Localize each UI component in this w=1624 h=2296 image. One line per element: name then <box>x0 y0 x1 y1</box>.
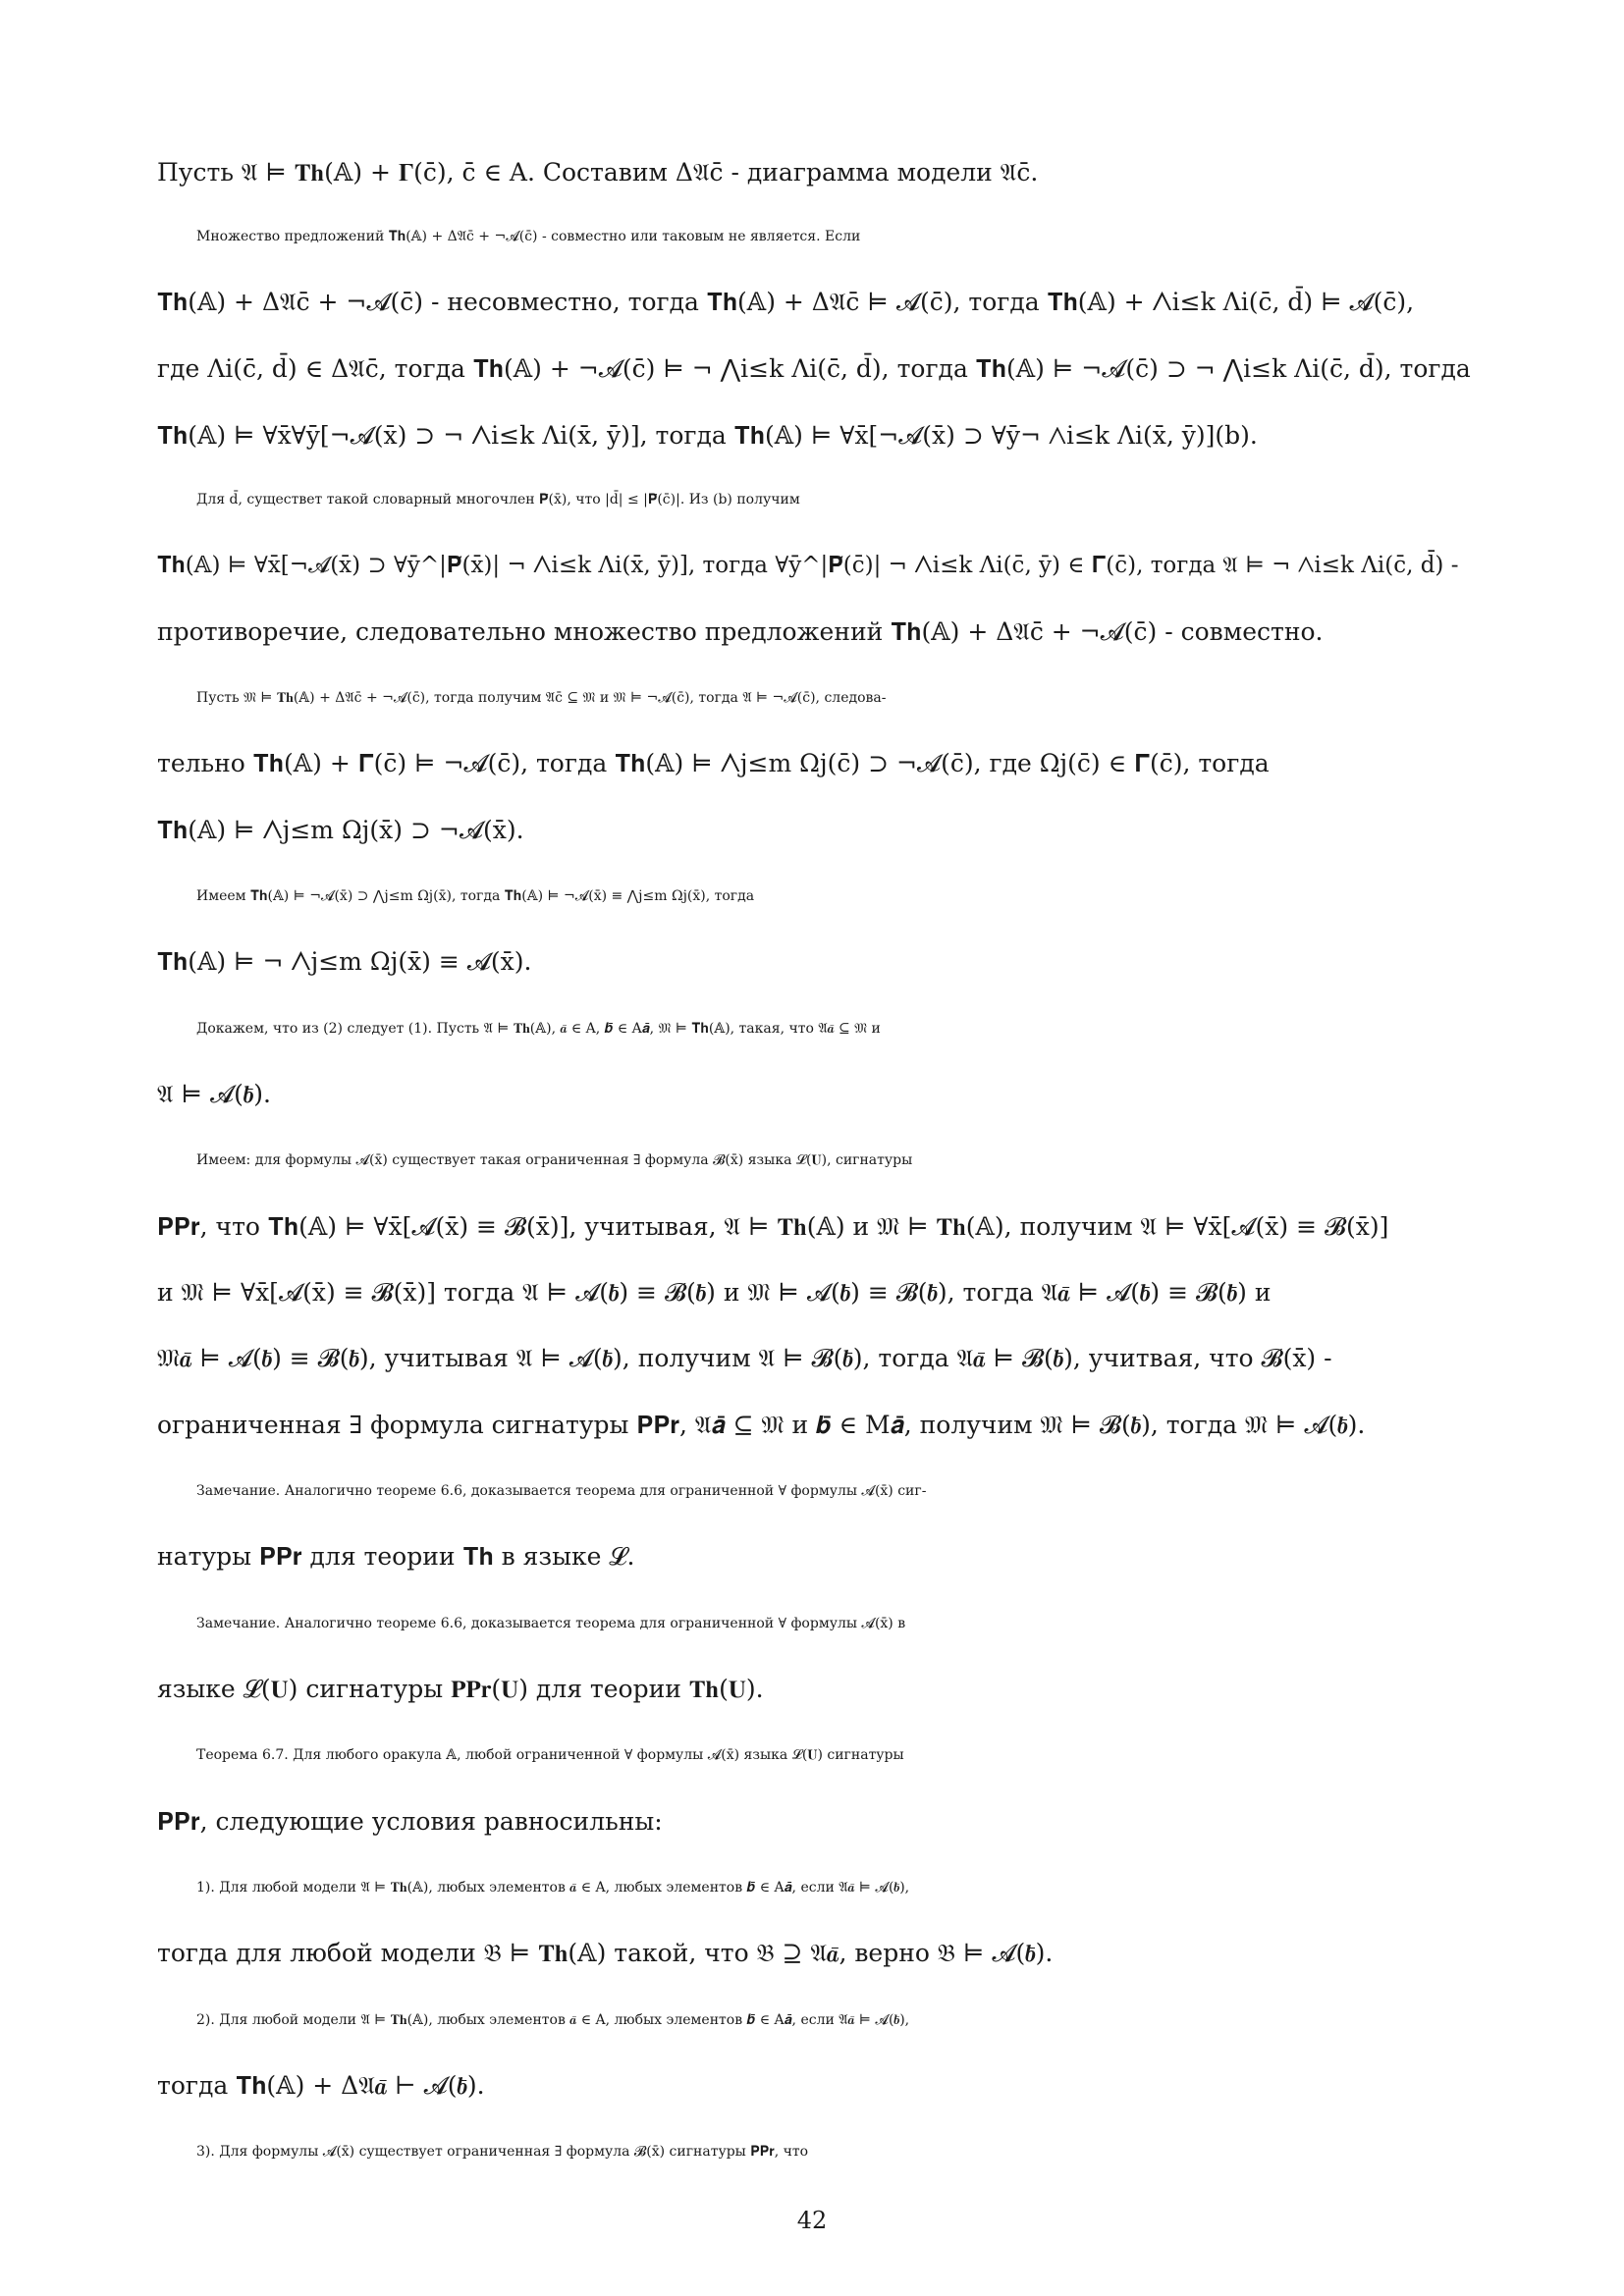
text-line-26: 𝐏𝐏𝐫, следующие условия равносильны: <box>157 1807 663 1836</box>
text-line-21: Замечание. Аналогично теореме 6.6, доказывается теорема для ограниченной ∀ формулы 𝓐(x̄) сиг- <box>196 1483 927 1499</box>
text-line-1: Пусть 𝔄 ⊨ 𝐓𝐡(𝔸) + 𝚪(c̄), c̄ ∈ A. Составим Δ𝔄c̄ - диаграмма модели 𝔄c̄. <box>157 158 1039 187</box>
text-line-4: где Λi(c̄, d̄) ∈ Δ𝔄c̄, тогда 𝐓𝐡(𝔸) + ¬𝓐(c̄) ⊨ ¬ ⋀i≤k Λi(c̄, d̄), тогда 𝐓𝐡(𝔸) ⊨ ¬𝓐(c̄) ⊃ ¬ ⋀i≤k Λi(c̄, d̄), тогда <box>157 354 1471 383</box>
text-line-10: тельно 𝐓𝐡(𝔸) + 𝚪(c̄) ⊨ ¬𝓐(c̄), тогда 𝐓𝐡(𝔸) ⊨ ⋀j≤m Ωj(c̄) ⊃ ¬𝓐(c̄), где Ωj(c̄) ∈ 𝚪(c̄), тогда <box>157 749 1270 777</box>
text-line-29: 2). Для любой модели 𝔄 ⊨ 𝐓𝐡(𝔸), любых элементов 𝒂̄ ∈ A, любых элементов 𝒃̄ ∈ A𝒂̄, если 𝔄𝒂̄ ⊨ 𝓐(𝒃̄), <box>196 2012 910 2028</box>
text-line-7: 𝐓𝐡(𝔸) ⊨ ∀x̄[¬𝓐(x̄) ⊃ ∀ȳ^|𝐏̃(x̄)| ¬ ⋀i≤k Λi(x̄, ȳ)], тогда ∀ȳ^|𝐏̃(c̄)| ¬ ⋀i≤k Λi(c̄, ȳ) ∈ 𝚪(c̄), тогда 𝔄 ⊨ ¬ ⋀i≤k Λi(c̄, d̄) - <box>157 553 1459 578</box>
text-line-6: Для d̄, существет такой словарный многочлен 𝐏̃(x̄), что |d̄| ≤ |𝐏̃(c̄)|. Из (b) получим <box>196 492 800 507</box>
text-line-18: и 𝔐 ⊨ ∀x̄[𝓐(x̄) ≡ 𝓑(x̄)] тогда 𝔄 ⊨ 𝓐(𝒃̄) ≡ 𝓑(𝒃̄) и 𝔐 ⊨ 𝓐(𝒃̄) ≡ 𝓑(𝒃̄), тогда 𝔄𝒂̄ ⊨ 𝓐(𝒃̄) ≡ 𝓑(𝒃̄) и <box>157 1278 1272 1307</box>
text-line-13: 𝐓𝐡(𝔸) ⊨ ¬ ⋀j≤m Ωj(x̄) ≡ 𝓐(x̄). <box>157 947 532 976</box>
text-line-20: ограниченная ∃ формула сигнатуры 𝐏𝐏𝐫, 𝔄𝒂̄ ⊆ 𝔐 и 𝒃̄ ∈ M𝒂̄, получим 𝔐 ⊨ 𝓑(𝒃̄), тогда 𝔐 ⊨ 𝓐(𝒃̄). <box>157 1411 1366 1439</box>
text-line-2: Множество предложений 𝐓𝐡(𝔸) + Δ𝔄c̄ + ¬𝓐(c̄) - совместно или таковым не является. Если <box>196 229 861 244</box>
text-line-16: Имеем: для формулы 𝓐(x̄) существует такая ограниченная ∃ формула 𝓑(x̄) языка 𝓛(𝐔), сигнатуры <box>196 1152 913 1168</box>
text-line-24: языке 𝓛(𝐔) сигнатуры 𝐏𝐏𝐫(𝐔) для теории 𝐓𝐡(𝐔). <box>157 1675 764 1703</box>
text-line-11: 𝐓𝐡(𝔸) ⊨ ⋀j≤m Ωj(x̄) ⊃ ¬𝓐(x̄). <box>157 816 524 844</box>
text-line-8: противоречие, следовательно множество предложений 𝐓𝐡(𝔸) + Δ𝔄c̄ + ¬𝓐(c̄) - совместно. <box>157 617 1324 646</box>
text-line-28: тогда для любой модели 𝔅 ⊨ 𝐓𝐡(𝔸) такой, что 𝔅 ⊇ 𝔄𝒂̄, верно 𝔅 ⊨ 𝓐(𝒃̄). <box>157 1939 1054 1967</box>
text-line-14: Докажем, что из (2) следует (1). Пусть 𝔄 ⊨ 𝐓𝐡(𝔸), 𝒂̄ ∈ A, 𝒃̄ ∈ A𝒂̄, 𝔐 ⊨ 𝐓𝐡(𝔸), такая, что 𝔄𝒂̄ ⊆ 𝔐 и <box>196 1021 881 1037</box>
text-line-27: 1). Для любой модели 𝔄 ⊨ 𝐓𝐡(𝔸), любых элементов 𝒂̄ ∈ A, любых элементов 𝒃̄ ∈ A𝒂̄, если 𝔄𝒂̄ ⊨ 𝓐(𝒃̄), <box>196 1880 910 1896</box>
text-line-15: 𝔄 ⊨ 𝓐(𝒃̄). <box>157 1080 271 1108</box>
text-line-19: 𝔐𝒂̄ ⊨ 𝓐(𝒃̄) ≡ 𝓑(𝒃̄), учитывая 𝔄 ⊨ 𝓐(𝒃̄), получим 𝔄 ⊨ 𝓑(𝒃̄), тогда 𝔄𝒂̄ ⊨ 𝓑(𝒃̄), учитвая, что 𝓑(x̄) - <box>157 1344 1332 1372</box>
text-line-22: натуры 𝐏𝐏𝐫 для теории 𝐓𝐡 в языке 𝓛. <box>157 1542 635 1571</box>
text-line-25: Теорема 6.7. Для любого оракула 𝔸, любой ограниченной ∀ формулы 𝓐(x̄) языка 𝓛(𝐔) сигнатуры <box>196 1747 904 1763</box>
text-line-9: Пусть 𝔐 ⊨ 𝐓𝐡(𝔸) + Δ𝔄c̄ + ¬𝓐(c̄), тогда получим 𝔄c̄ ⊆ 𝔐 и 𝔐 ⊨ ¬𝓐(c̄), тогда 𝔄 ⊨ ¬𝓐(c̄), следова- <box>196 690 887 706</box>
page-number: 42 <box>796 2207 828 2234</box>
text-line-3: 𝐓𝐡(𝔸) + Δ𝔄c̄ + ¬𝓐(c̄) - несовместно, тогда 𝐓𝐡(𝔸) + Δ𝔄c̄ ⊨ 𝓐(c̄), тогда 𝐓𝐡(𝔸) + ⋀i≤k Λi(c̄, d̄) ⊨ 𝓐(c̄), <box>157 288 1415 316</box>
text-line-17: 𝐏𝐏𝐫, что 𝐓𝐡(𝔸) ⊨ ∀x̄[𝓐(x̄) ≡ 𝓑(x̄)], учитывая, 𝔄 ⊨ 𝐓𝐡(𝔸) и 𝔐 ⊨ 𝐓𝐡(𝔸), получим 𝔄 ⊨ ∀x̄[𝓐(x̄) ≡ 𝓑(x̄)] <box>157 1212 1389 1241</box>
text-line-5: 𝐓𝐡(𝔸) ⊨ ∀x̄∀ȳ[¬𝓐(x̄) ⊃ ¬ ⋀i≤k Λi(x̄, ȳ)], тогда 𝐓𝐡(𝔸) ⊨ ∀x̄[¬𝓐(x̄) ⊃ ∀ȳ¬ ⋀i≤k Λi(x̄, ȳ)](b). <box>157 421 1258 450</box>
text-line-23: Замечание. Аналогично теореме 6.6, доказывается теорема для ограниченной ∀ формулы 𝓐(x̄) в <box>196 1616 906 1631</box>
text-line-30: тогда 𝐓𝐡(𝔸) + Δ𝔄𝒂̄ ⊢ 𝓐(𝒃̄). <box>157 2071 485 2100</box>
text-line-12: Имеем 𝐓𝐡(𝔸) ⊨ ¬𝓐(x̄) ⊃ ⋀j≤m Ωj(x̄), тогда 𝐓𝐡(𝔸) ⊨ ¬𝓐(x̄) ≡ ⋀j≤m Ωj(x̄), тогда <box>196 888 755 904</box>
text-line-31: 3). Для формулы 𝓐(x̄) существует ограниченная ∃ формула 𝓑(x̄) сигнатуры 𝐏𝐏𝐫, что <box>196 2144 809 2160</box>
